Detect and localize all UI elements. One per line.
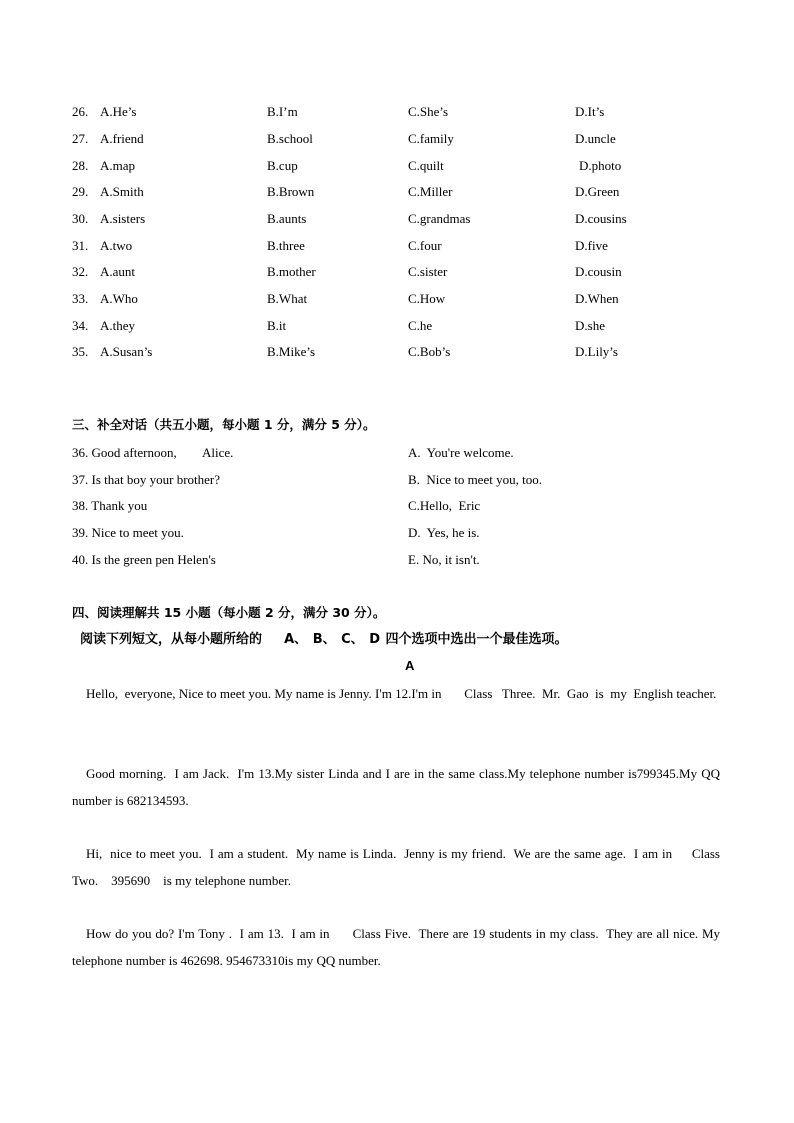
option-a: A.Who [100, 291, 138, 306]
choice-row-31 [72, 236, 732, 256]
option-b: B.I’m [267, 104, 298, 119]
question-number: 34. [72, 318, 89, 333]
option-b: B.Mike’s [267, 344, 316, 359]
option-c: C.quilt [408, 158, 444, 173]
dialogue-row-40 [72, 550, 732, 570]
dialogue-answer-option: A. You're welcome. [408, 445, 514, 460]
dialogue-question: 40. Is the green pen Helen's [72, 552, 216, 567]
option-d: D.she [575, 318, 605, 333]
choice-row-27 [72, 129, 732, 149]
option-a: A.they [100, 318, 136, 333]
passage-paragraph-3: Hi, nice to meet you. I am a student. My name is Linda. Jenny is my friend. We are the same age. I am in Class Two. 395690 is my telephone number. [72, 846, 724, 888]
option-c: C.She’s [408, 104, 449, 119]
question-number: 30. [72, 211, 89, 226]
dialogue-question: 38. Thank you [72, 498, 148, 513]
option-a: A.friend [100, 131, 144, 146]
passage-label: A [405, 658, 415, 673]
choice-row-29 [72, 182, 732, 202]
option-a: A.He’s [100, 104, 137, 119]
option-b: B.school [267, 131, 313, 146]
option-d: D.When [575, 291, 619, 306]
option-c: C.Bob’s [408, 344, 451, 359]
option-c: C.sister [408, 264, 448, 279]
option-c: C.Miller [408, 184, 453, 199]
option-d: D.Green [575, 184, 620, 199]
passage-paragraph-4: How do you do? I'm Tony . I am 13. I am in Class Five. There are 19 students in my class. They are all nice. My telephone number is 462698. 954673310is my QQ number. [72, 926, 724, 968]
option-a: A.Smith [100, 184, 144, 199]
dialogue-question: 37. Is that boy your brother? [72, 472, 221, 487]
option-d: D.It’s [575, 104, 605, 119]
dialogue-answer-option: E. No, it isn't. [408, 552, 480, 567]
choice-row-33 [72, 289, 732, 309]
dialogue-question: 36. Good afternoon, Alice. [72, 445, 234, 460]
option-b: B.three [267, 238, 305, 253]
option-b: B.it [267, 318, 287, 333]
option-c: C.four [408, 238, 442, 253]
option-b: B.mother [267, 264, 316, 279]
option-d: D.Lily’s [575, 344, 618, 359]
option-d: D.five [575, 238, 608, 253]
dialogue-row-36 [72, 443, 732, 463]
choice-row-30 [72, 209, 732, 229]
section-4-title: 四、阅读理解共 15 小题（每小题 2 分，满分 30 分）。 [72, 605, 386, 620]
dialogue-row-39 [72, 523, 732, 543]
choice-row-34 [72, 316, 732, 336]
option-c: C.How [408, 291, 446, 306]
question-number: 32. [72, 264, 89, 279]
option-b: B.aunts [267, 211, 307, 226]
question-number: 33. [72, 291, 89, 306]
option-d: D.photo [579, 158, 622, 173]
choice-row-35 [72, 342, 732, 362]
dialogue-row-37 [72, 470, 732, 490]
question-number: 27. [72, 131, 89, 146]
dialogue-answer-option: C.Hello, Eric [408, 498, 481, 513]
dialogue-answer-option: B. Nice to meet you, too. [408, 472, 542, 487]
passage-paragraph-1: Hello, everyone, Nice to meet you. My name is Jenny. I'm 12.I'm in Class Three. Mr. Gao is my English teacher. [86, 686, 717, 701]
question-number: 29. [72, 184, 89, 199]
passage-paragraph-2: Good morning. I am Jack. I'm 13.My sister Linda and I are in the same class.My telephone number is799345.My QQ number is 682134593. [72, 766, 724, 808]
dialogue-answer-option: D. Yes, he is. [408, 525, 480, 540]
option-c: C.grandmas [408, 211, 471, 226]
choice-row-28 [72, 156, 732, 176]
question-number: 35. [72, 344, 89, 359]
dialogue-row-38 [72, 496, 732, 516]
question-number: 31. [72, 238, 89, 253]
option-c: C.he [408, 318, 433, 333]
question-number: 26. [72, 104, 89, 119]
choice-row-26 [72, 102, 732, 122]
choice-row-32 [72, 262, 732, 282]
option-c: C.family [408, 131, 454, 146]
section-4-instruction: 阅读下列短文，从每小题所给的 A、 B、 C、 D 四个选项中选出一个最佳选项。 [80, 632, 568, 647]
option-d: D.cousin [575, 264, 622, 279]
option-a: A.map [100, 158, 136, 173]
option-d: D.uncle [575, 131, 616, 146]
option-b: B.cup [267, 158, 298, 173]
option-a: A.two [100, 238, 133, 253]
option-a: A.Susan’s [100, 344, 153, 359]
option-a: A.sisters [100, 211, 146, 226]
option-a: A.aunt [100, 264, 136, 279]
question-number: 28. [72, 158, 89, 173]
option-d: D.cousins [575, 211, 627, 226]
section-3-title: 三、补全对话（共五小题，每小题 1 分，满分 5 分）。 [72, 417, 376, 432]
dialogue-question: 39. Nice to meet you. [72, 525, 184, 540]
option-b: B.What [267, 291, 308, 306]
option-b: B.Brown [267, 184, 315, 199]
